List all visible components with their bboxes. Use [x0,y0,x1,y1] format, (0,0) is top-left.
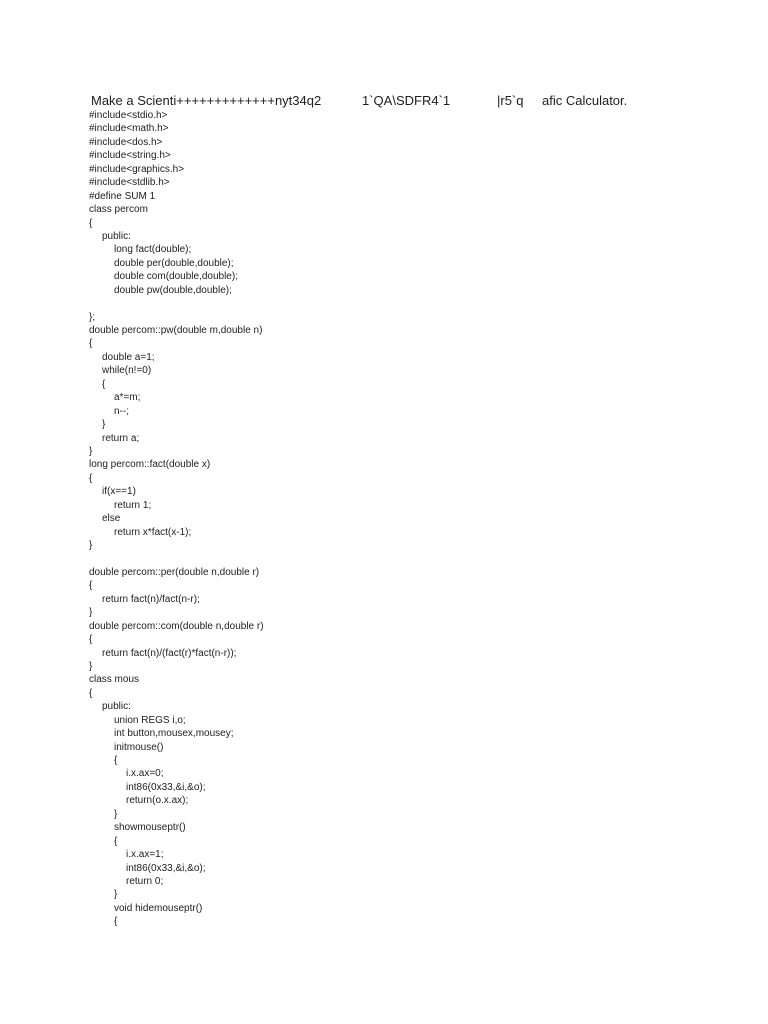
code-line: double percom::com(double n,double r) [89,620,264,632]
code-line: return a; [102,432,140,444]
code-line: { [89,338,93,350]
code-line: #include<math.h> [89,123,169,135]
code-line [89,552,729,565]
code-line: int86(0x33,&i,&o); [126,862,206,874]
document-title [91,91,751,111]
code-line: class mous [89,674,140,686]
code-listing [89,109,729,929]
code-line: return fact(n)/(fact(r)*fact(n-r)); [102,647,237,659]
code-line: } [89,540,93,551]
code-line: void hidemouseptr() [114,902,203,914]
code-line: n--; [114,405,129,417]
code-line: return 1; [114,499,152,511]
code-line: while(n!=0) [102,365,152,377]
code-line: i.x.ax=1; [126,849,164,861]
code-line: double percom::pw(double m,double n) [89,325,263,336]
code-line: showmouseptr() [114,822,186,834]
code-line: return fact(n)/fact(n-r); [102,593,200,605]
code-line: long fact(double); [114,244,192,256]
code-line: double a=1; [102,351,155,363]
code-line: #include<string.h> [89,150,171,162]
code-line: return x*fact(x-1); [114,526,192,538]
code-line: a*=m; [114,392,141,404]
title-segment: afic Calculator. [542,93,628,108]
code-line: } [114,808,118,820]
code-line: int86(0x33,&i,&o); [126,781,206,793]
code-line: { [89,472,93,484]
code-line: if(x==1) [102,486,136,498]
code-line: } [89,607,93,619]
code-line: { [89,687,93,699]
code-line: { [102,378,106,390]
code-line: #include<stdio.h> [89,110,168,121]
code-line: union REGS i,o; [114,714,186,726]
code-line: } [89,445,93,457]
code-line: double com(double,double); [114,271,238,283]
code-line: }; [89,311,96,323]
code-line: return 0; [126,875,164,887]
code-line [89,297,729,310]
code-line: public: [102,230,131,242]
title-segment: 1`QA\SDFR4`1 [362,93,451,108]
code-line: long percom::fact(double x) [89,459,211,471]
code-line: class percom [89,204,148,216]
title-segment: Make a Scienti+++++++++++++nyt34q2 [91,93,322,108]
code-line: { [114,835,118,847]
code-line: double per(double,double); [114,257,234,269]
title-segment: |r5`q [497,93,524,108]
code-line: else [102,513,121,525]
code-line: #include<dos.h> [89,136,163,148]
code-line: initmouse() [114,741,164,753]
code-line: #include<graphics.h> [89,163,185,175]
code-line: int button,mousex,mousey; [114,728,234,740]
code-line: #include<stdlib.h> [89,177,170,189]
code-line: { [89,217,93,229]
code-line: { [114,755,118,766]
code-line: double pw(double,double); [114,284,232,296]
code-line: } [114,889,118,901]
code-line: } [89,660,93,672]
code-line: { [89,634,93,646]
code-line: #define SUM 1 [89,190,156,202]
code-line: double percom::per(double n,double r) [89,566,260,578]
code-line: return(o.x.ax); [126,795,189,807]
code-line: { [114,916,118,928]
code-line: i.x.ax=0; [126,768,164,780]
code-line: } [102,419,106,431]
code-line: { [89,580,93,592]
code-line: public: [102,701,131,713]
